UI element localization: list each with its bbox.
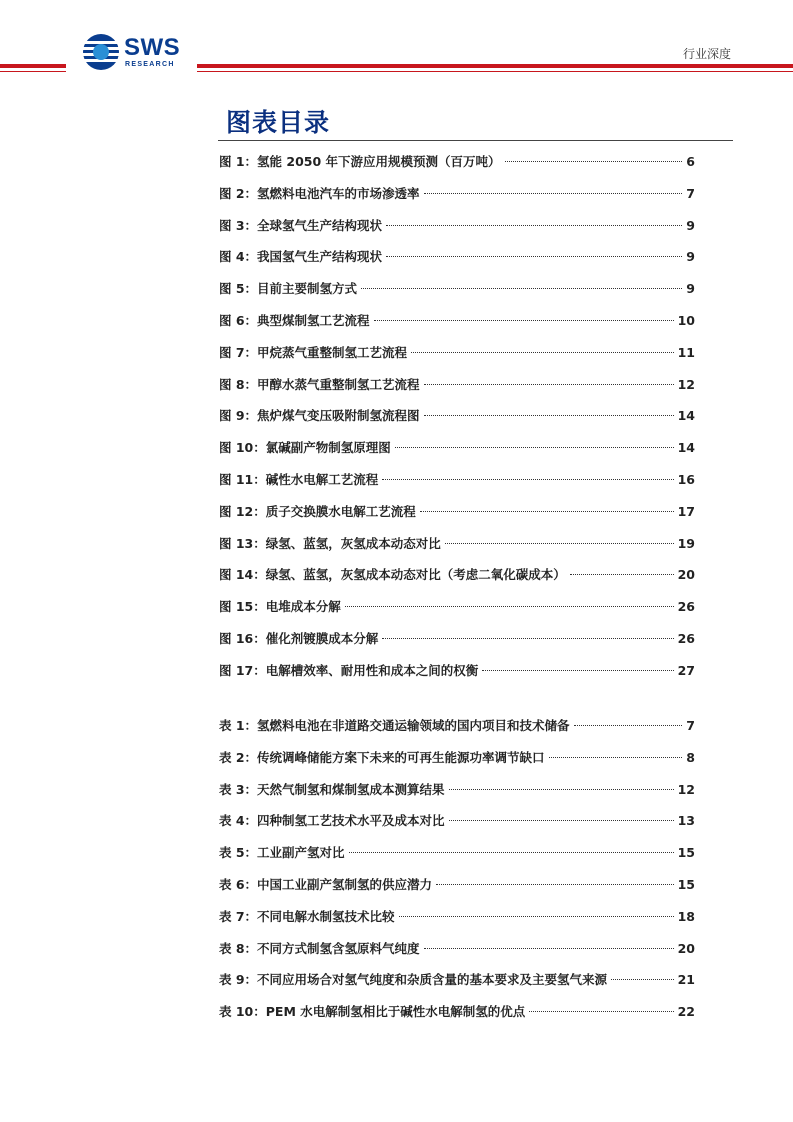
entry-page-number: 16 bbox=[677, 471, 695, 487]
entry-page-number: 18 bbox=[677, 908, 695, 924]
entry-label: 图 12：质子交换膜水电解工艺流程 bbox=[219, 503, 416, 519]
dot-leader bbox=[361, 288, 682, 289]
figure-entry[interactable] bbox=[219, 406, 695, 438]
table-entry[interactable] bbox=[219, 748, 695, 780]
entry-page-number: 19 bbox=[677, 535, 695, 551]
header-rule-right-thin bbox=[197, 71, 793, 72]
logo-text: SWS bbox=[124, 34, 181, 61]
entry-page-number: 14 bbox=[677, 440, 695, 456]
entry-label: 表 6：中国工业副产氢制氢的供应潜力 bbox=[219, 876, 433, 892]
header-rule-left-thin bbox=[0, 71, 66, 72]
entry-page-number: 10 bbox=[677, 312, 695, 328]
table-entry[interactable] bbox=[219, 907, 695, 939]
figure-entry[interactable] bbox=[219, 311, 695, 343]
figure-entry[interactable] bbox=[219, 279, 695, 311]
entry-label: 图 11：碱性水电解工艺流程 bbox=[219, 471, 379, 487]
entry-page-number: 13 bbox=[677, 813, 695, 829]
figure-entry[interactable] bbox=[219, 375, 695, 407]
entry-page-number: 7 bbox=[686, 718, 695, 733]
dot-leader bbox=[424, 948, 674, 949]
dot-leader bbox=[574, 725, 683, 726]
dot-leader bbox=[445, 543, 674, 544]
entry-label: 图 8：甲醇水蒸气重整制氢工艺流程 bbox=[219, 376, 420, 392]
dot-leader bbox=[482, 670, 673, 671]
dot-leader bbox=[386, 225, 682, 226]
entry-page-number: 8 bbox=[686, 749, 695, 765]
dot-leader bbox=[424, 193, 683, 194]
figure-entry[interactable] bbox=[219, 184, 695, 216]
entry-label: 图 16：催化剂镀膜成本分解 bbox=[219, 630, 379, 646]
table-entry[interactable] bbox=[219, 811, 695, 843]
entry-page-number: 15 bbox=[677, 876, 695, 892]
entry-label: 图 2：氢燃料电池汽车的市场渗透率 bbox=[219, 185, 420, 201]
entry-label: 表 1：氢燃料电池在非道路交通运输领域的国内项目和技术储备 bbox=[219, 718, 570, 733]
sws-logo-icon bbox=[82, 33, 120, 71]
sws-logo bbox=[82, 33, 192, 75]
figure-entry[interactable] bbox=[219, 152, 695, 184]
figure-entry[interactable] bbox=[219, 343, 695, 375]
entry-page-number: 22 bbox=[677, 1004, 695, 1020]
dot-leader bbox=[449, 789, 674, 790]
dot-leader bbox=[611, 979, 674, 980]
figure-entry[interactable] bbox=[219, 438, 695, 470]
dot-leader bbox=[386, 256, 682, 257]
figure-entry[interactable] bbox=[219, 661, 695, 693]
header-rule-right bbox=[197, 64, 793, 68]
entry-page-number: 26 bbox=[677, 599, 695, 615]
entry-label: 图 14：绿氢、蓝氢，灰氢成本动态对比（考虑二氧化碳成本） bbox=[219, 567, 566, 583]
dot-leader bbox=[345, 606, 674, 607]
entry-page-number: 14 bbox=[677, 408, 695, 424]
dot-leader bbox=[420, 511, 674, 512]
table-entry[interactable] bbox=[219, 1002, 695, 1034]
entry-label: 表 3：天然气制氢和煤制氢成本测算结果 bbox=[219, 781, 445, 797]
entry-label: 表 4：四种制氢工艺技术水平及成本对比 bbox=[219, 813, 445, 829]
header-rule-left bbox=[0, 64, 66, 68]
figure-entry[interactable] bbox=[219, 216, 695, 248]
entry-label: 表 10：PEM 水电解制氢相比于碱性水电解制氢的优点 bbox=[219, 1004, 526, 1020]
entry-page-number: 20 bbox=[677, 940, 695, 956]
entry-label: 图 3：全球氢气生产结构现状 bbox=[219, 217, 383, 233]
figure-entry[interactable] bbox=[219, 597, 695, 629]
entry-page-number: 21 bbox=[677, 972, 695, 988]
dot-leader bbox=[382, 479, 673, 480]
entry-page-number: 12 bbox=[677, 781, 695, 797]
figure-list bbox=[219, 152, 695, 693]
entry-page-number: 15 bbox=[677, 845, 695, 861]
entry-label: 表 2：传统调峰储能方案下未来的可再生能源功率调节缺口 bbox=[219, 749, 545, 765]
entry-label: 表 7：不同电解水制氢技术比较 bbox=[219, 908, 395, 924]
table-entry[interactable] bbox=[219, 970, 695, 1002]
title-divider bbox=[218, 140, 733, 141]
entry-label: 图 5：目前主要制氢方式 bbox=[219, 281, 358, 297]
entry-page-number: 9 bbox=[686, 249, 695, 265]
entry-label: 图 6：典型煤制氢工艺流程 bbox=[219, 312, 370, 328]
entry-label: 图 10：氯碱副产物制氢原理图 bbox=[219, 440, 391, 456]
figure-entry[interactable] bbox=[219, 470, 695, 502]
table-entry[interactable] bbox=[219, 716, 695, 748]
entry-page-number: 9 bbox=[686, 281, 695, 297]
dot-leader bbox=[549, 757, 683, 758]
entry-page-number: 11 bbox=[677, 344, 695, 360]
entry-label: 表 9：不同应用场合对氢气纯度和杂质含量的基本要求及主要氢气来源 bbox=[219, 972, 608, 988]
figure-entry[interactable] bbox=[219, 502, 695, 534]
dot-leader bbox=[570, 574, 674, 575]
dot-leader bbox=[424, 384, 674, 385]
entry-label: 图 7：甲烷蒸气重整制氢工艺流程 bbox=[219, 344, 408, 360]
entry-page-number: 12 bbox=[677, 376, 695, 392]
entry-page-number: 7 bbox=[686, 185, 695, 201]
entry-page-number: 6 bbox=[686, 154, 695, 169]
dot-leader bbox=[505, 161, 683, 162]
figure-entry[interactable] bbox=[219, 534, 695, 566]
figure-entry[interactable] bbox=[219, 565, 695, 597]
table-entry[interactable] bbox=[219, 780, 695, 812]
entry-page-number: 9 bbox=[686, 217, 695, 233]
dot-leader bbox=[529, 1011, 673, 1012]
dot-leader bbox=[436, 884, 674, 885]
entry-page-number: 17 bbox=[677, 503, 695, 519]
dot-leader bbox=[399, 916, 674, 917]
entry-page-number: 27 bbox=[677, 662, 695, 678]
entry-label: 图 4：我国氢气生产结构现状 bbox=[219, 249, 383, 265]
dot-leader bbox=[349, 852, 674, 853]
entry-page-number: 26 bbox=[677, 630, 695, 646]
table-list bbox=[219, 716, 695, 1034]
dot-leader bbox=[449, 820, 674, 821]
figure-entry[interactable] bbox=[219, 247, 695, 279]
entry-label: 图 9：焦炉煤气变压吸附制氢流程图 bbox=[219, 408, 420, 424]
header-section-label: 行业深度 bbox=[682, 47, 731, 61]
page-title: 图表目录 bbox=[226, 108, 331, 137]
dot-leader bbox=[374, 320, 674, 321]
dot-leader bbox=[424, 415, 674, 416]
figure-entry[interactable] bbox=[219, 629, 695, 661]
entry-label: 表 8：不同方式制氢含氢原料气纯度 bbox=[219, 940, 420, 956]
entry-label: 图 17：电解槽效率、耐用性和成本之间的权衡 bbox=[219, 662, 479, 678]
entry-label: 图 13：绿氢、蓝氢，灰氢成本动态对比 bbox=[219, 535, 441, 551]
dot-leader bbox=[395, 447, 674, 448]
dot-leader bbox=[411, 352, 674, 353]
table-entry[interactable] bbox=[219, 875, 695, 907]
entry-label: 表 5：工业副产氢对比 bbox=[219, 845, 345, 861]
table-entry[interactable] bbox=[219, 843, 695, 875]
dot-leader bbox=[382, 638, 673, 639]
logo-subtext: RESEARCH bbox=[125, 61, 175, 68]
entry-label: 图 15：电堆成本分解 bbox=[219, 599, 341, 615]
table-entry[interactable] bbox=[219, 939, 695, 971]
entry-label: 图 1：氢能 2050 年下游应用规模预测（百万吨） bbox=[219, 154, 501, 169]
entry-page-number: 20 bbox=[677, 567, 695, 583]
